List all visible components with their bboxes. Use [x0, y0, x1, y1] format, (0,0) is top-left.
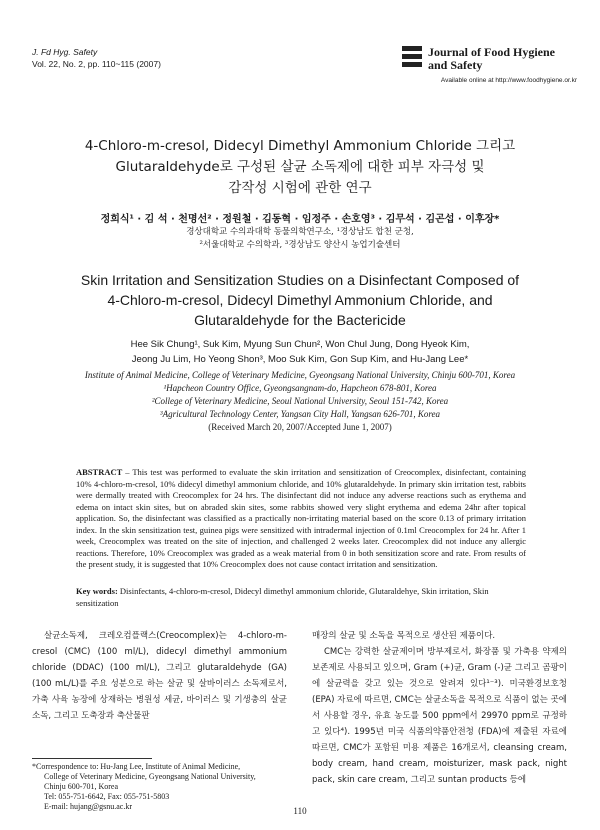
keywords-text: Disinfectants, 4-chloro-m-cresol, Didecyl dimethyl ammonium chloride, Glutaraldehye, Skin irritation, Skin sensitization: [76, 586, 489, 608]
korean-authors: 정희식¹ · 김 석 · 천명선² · 정원철 · 김동혁 · 임정주 · 손호영³ · 김무석 · 김곤섭 · 이후장*: [100, 214, 500, 225]
page-number: 110: [293, 806, 307, 816]
journal-header: [32, 46, 161, 70]
abstract-label: ABSTRACT: [76, 467, 123, 477]
keywords-label: Key words:: [76, 586, 118, 596]
korean-title: 4-Chloro-m-cresol, Didecyl Dimethyl Ammonium Chloride 그리고 Glutaraldehyde로 구성된 살균 소독제에 대한 피부 자극성 및 감작성 시험에 관한 연구: [84, 138, 516, 196]
correspondence-footnote: *Correspondence to: Hu-Jang Lee, Institute of Animal Medicine, College of Veterinary Medicine, Gyeongsang National University, Chinju 600-701, Korea Tel: 055-751-6642, Fax: 055-751-5803 E-mail: hujang@gsnu.ac.kr: [32, 762, 292, 812]
body-paragraph: 매장의 살균 및 소독을 목적으로 생산된 제품이다.: [312, 631, 496, 641]
abstract-text: – This test was performed to evaluate the skin irritation and sensitization of Creocomplex, disinfectant, containing 10% 4-chloro-m-cresol, 10% didecyl dimethyl ammonium chloride, and 10% glutaraldehyde. In primary skin irritation test, rabbits were dermally treated with Creocomplex for 24 hrs. The disinfectant did not induce any adverse reactions such as erythema and edema on intact skin sites, but on abraded skin sites, some rabbits showed very slight erythema and edema 24hr after topical application. So, the disinfectant was classified as a practically non-irritating material based on the score 0.13 of primary irritation index. In the skin sensitization test, guinea pigs were sensitized with intradermal injection of 0.1ml Creocomplex for 24 hr. After 1 week, Creocomplex was treated on the site of injection, and challenged 2 weeks later. Creocomplex did not induce any allergic reactions. Therefore, 10% Creocomplex was graded as a weak material from 0 in both sensitization score and rate. From results of the present study, it is suggested that 10% Creocomplex does not cause contact irritation and sensitization.: [76, 467, 526, 569]
footnote-divider: [32, 758, 152, 759]
keywords: [76, 586, 526, 609]
body-left-column: [32, 628, 287, 724]
received-dates: (Received March 20, 2007/Accepted June 1, 2007): [208, 422, 392, 432]
correspondence-email: E-mail: hujang@gsnu.ac.kr: [44, 802, 133, 811]
english-authors: Hee Sik Chung¹, Suk Kim, Myung Sun Chun², Won Chul Jung, Dong Hyeok Kim, Jeong Ju Lim, Ho Yeong Shon³, Moo Suk Kim, Gon Sup Kim, and Hu-Jang Lee*: [130, 339, 470, 365]
abstract: [76, 467, 526, 571]
journal-logo: [402, 46, 577, 84]
journal-abbrev: J. Fd Hyg. Safety: [32, 47, 98, 57]
citation: Vol. 22, No. 2, pp. 110~115 (2007): [32, 59, 161, 69]
english-title: Skin Irritation and Sensitization Studies on a Disinfectant Composed of 4-Chloro-m-cresol, Didecyl Dimethyl Ammonium Chloride, and Glutaraldehyde for the Bactericide: [80, 272, 520, 328]
logo-name: Journal of Food Hygiene and Safety: [428, 45, 556, 72]
logo-bars-icon: [402, 46, 422, 70]
english-affiliations: Institute of Animal Medicine, College of Veterinary Medicine, Gyeongsang National University, Chinju 600-701, Korea ¹Hapcheon Country Office, Gyeongsangnam-do, Hapcheon 678-801, Korea ²College of Veterinary Medicine, Seoul National University, Seoul 151-742, Korea ³Agricultural Technology Center, Yangsan City Hall, Yangsan 626-701, Korea (Received March 20, 2007/Accepted June 1, 2007): [0, 369, 600, 434]
body-paragraph: 살균소독제, 크레오컴플랙스(Creocomplex)는 4-chloro-m-cresol (CMC) (100 ml/L), didecyl dimethyl ammonium chloride (DDAC) (100 ml/L), 그리고 glutaraldehyde (GA) (100 mL/L)를 주요 성분으로 하는 살균 및 살바이러스 소독제로서, 가축 사육 농장에 상재하는 병원성 세균, 바이러스 및 기생충의 살균 소독, 그리고 도축장과 축산물판: [32, 631, 287, 721]
body-paragraph: CMC는 강력한 살균제이며 방부제로서, 화장품 및 가축용 약제의 보존제로 사용되고 있으며, Gram (+)균, Gram (-)균 그리고 곰팡이에 살균력을 갖고 있는 것으로 알려져 있다¹⁻³). 미국환경보호청 (EPA) 자료에 따르면, CMC는 살균소독을 목적으로 식품이 없는 곳에서 사용할 경우, 유효 농도를 500 ppm에서 29970 ppm로 규정하고 있다⁴). 1995년 미국 식품의약품안전청 (FDA)에 제출된 자료에 따르면, CMC가 포함된 미용 제품은 16개로서, cleansing cream, body cream, hand cream, moisturizer, mask pack, night pack, skin care cream, 그리고 suntan products 등에: [312, 647, 567, 785]
body-right-column: [312, 628, 567, 788]
logo-url: Available online at http://www.foodhygiene.or.kr: [440, 77, 577, 84]
korean-affiliations: 경상대학교 수의과대학 동물의학연구소, ¹경상남도 합천 군청, ²서울대학교 수의학과, ³경상남도 양산시 농업기술센터: [186, 227, 414, 250]
